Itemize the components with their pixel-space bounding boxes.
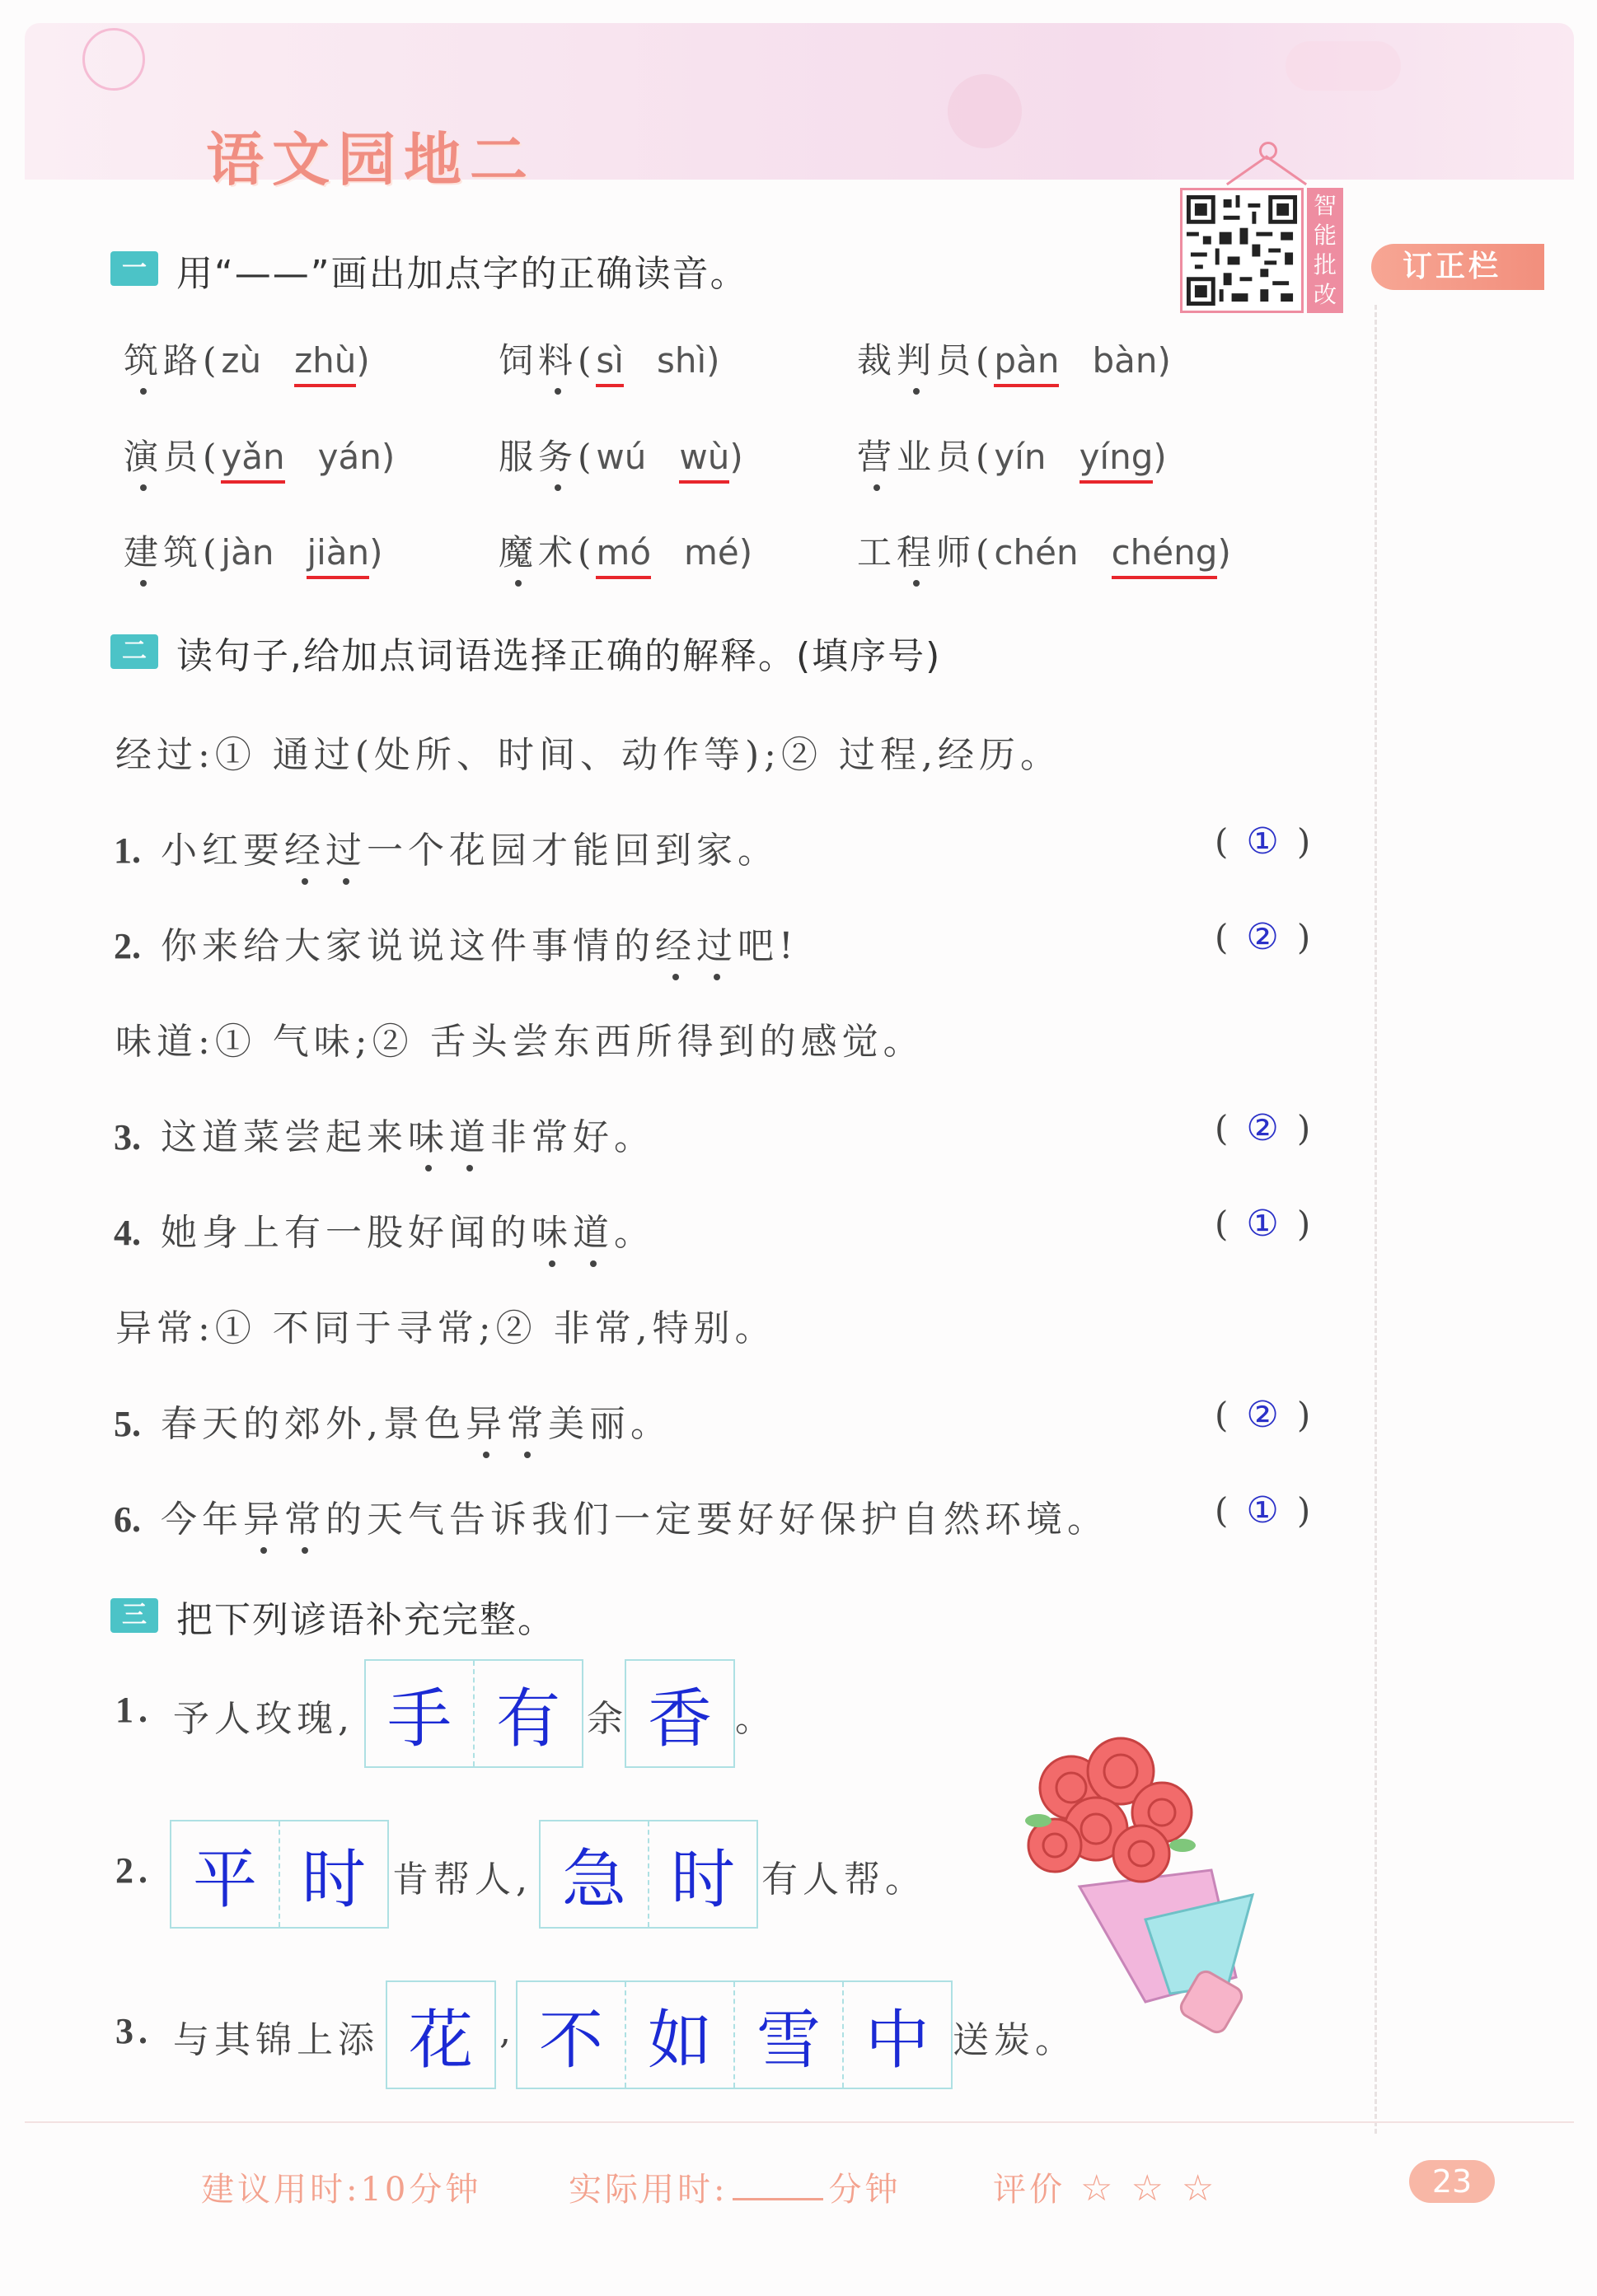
- pinyin-option[interactable]: wú: [596, 437, 647, 477]
- answer-box-cell[interactable]: 时: [670, 1843, 735, 1917]
- word-prefix: 工: [857, 532, 897, 573]
- answer-parens: [1215, 1394, 1310, 1436]
- close-paren: ): [1296, 821, 1311, 862]
- sentence-before: 今年: [161, 1499, 243, 1541]
- dotted-char: 常: [284, 1489, 325, 1542]
- dotted-char: 筑: [124, 334, 163, 383]
- dotted-char: 味: [408, 1107, 449, 1160]
- answer-box-group: [625, 1659, 735, 1768]
- dotted-char: 建: [124, 526, 163, 575]
- sentence-before: 你来给大家说说这件事情的: [161, 925, 655, 967]
- question-line: [114, 1489, 1108, 1542]
- section-number: 三: [110, 1598, 158, 1633]
- question-number: 6.: [114, 1499, 141, 1540]
- word-chars: [499, 532, 596, 573]
- answer-parens: [1215, 821, 1310, 863]
- actual-time-label: 实际用时:: [569, 2171, 728, 2209]
- dotted-char: 异: [243, 1489, 284, 1542]
- word-chars: [124, 340, 221, 381]
- pinyin-option[interactable]: mé: [684, 532, 739, 573]
- proverb-text: 有人帮。: [761, 1859, 926, 1901]
- rating-label: 评价: [993, 2171, 1065, 2209]
- dotted-char: 魔: [499, 526, 538, 575]
- answer-box-cell[interactable]: 香: [647, 1682, 712, 1756]
- pinyin-option-correct[interactable]: mó: [596, 532, 651, 579]
- dotted-char: 演: [124, 430, 163, 479]
- star-icon[interactable]: ☆: [1080, 2167, 1117, 2209]
- answer-box-group: [364, 1659, 583, 1768]
- word-suffix: (: [578, 437, 597, 477]
- dotted-word: [466, 1403, 548, 1445]
- question-number: 2.: [114, 926, 141, 966]
- word-suffix: (: [578, 340, 597, 381]
- section-number: 一: [110, 251, 158, 286]
- word-chars: [857, 340, 994, 381]
- page-number: 23: [1409, 2160, 1495, 2203]
- answer-box-cell[interactable]: 花: [408, 2004, 473, 2078]
- answer-box-cell[interactable]: 不: [518, 1982, 626, 2088]
- word-suffix: 师(: [936, 532, 995, 573]
- word-suffix: 路(: [163, 340, 222, 381]
- actual-time-unit: 分钟: [828, 2171, 902, 2209]
- sentence-after: 的天气告诉我们一定要好好保护自然环境。: [325, 1499, 1108, 1541]
- pinyin-option-correct[interactable]: chéng: [1112, 532, 1218, 579]
- word-suffix: 员(: [163, 437, 222, 477]
- dotted-char: 营: [857, 430, 897, 479]
- word-suffix: 筑(: [163, 532, 222, 573]
- sentence-before: 她身上有一股好闻的: [161, 1212, 532, 1254]
- qr-code-graphic: [1183, 190, 1301, 311]
- pinyin-option[interactable]: yín: [994, 437, 1047, 477]
- decorative-blob: [1286, 41, 1401, 91]
- section-number: 二: [110, 634, 158, 669]
- actual-time-blank[interactable]: [733, 2198, 823, 2200]
- open-paren: (: [1215, 1395, 1229, 1435]
- flower-bouquet-illustration: [1022, 1730, 1269, 2035]
- correction-column-divider: [1375, 305, 1377, 2134]
- word-suffix: 员(: [936, 340, 995, 381]
- dotted-char: 过: [696, 916, 738, 969]
- proverb-text: 送炭。: [953, 2019, 1076, 2061]
- dotted-char: 过: [325, 821, 367, 873]
- dotted-char: 道: [449, 1107, 490, 1160]
- answer-choice[interactable]: ②: [1246, 1107, 1279, 1149]
- question-number: 4.: [114, 1213, 141, 1253]
- star-icon[interactable]: ☆: [1131, 2167, 1167, 2209]
- decorative-circle: [82, 28, 145, 91]
- dotted-char: 道: [573, 1203, 614, 1256]
- pinyin-option-correct[interactable]: sì: [596, 340, 624, 387]
- answer-choice[interactable]: ①: [1246, 1489, 1279, 1531]
- qr-code-panel[interactable]: [1180, 188, 1345, 313]
- close-paren: ): [1296, 1204, 1311, 1244]
- pinyin-option-correct[interactable]: yíng: [1079, 437, 1154, 484]
- question-number: 3.: [115, 2011, 152, 2051]
- close-paren: ): [706, 340, 720, 381]
- dotted-char: 常: [507, 1394, 548, 1447]
- sentence-before: 春天的郊外,景色: [161, 1403, 466, 1445]
- sentence-before: 小红要: [161, 830, 284, 872]
- pinyin-item: [499, 526, 752, 575]
- close-paren: ): [1296, 1108, 1311, 1148]
- question-line: [114, 1203, 655, 1256]
- proverb-text: 肯帮人,: [392, 1859, 532, 1901]
- answer-box-cell[interactable]: 急: [541, 1821, 649, 1927]
- footer-rule: [25, 2121, 1574, 2123]
- answer-parens: [1215, 1203, 1310, 1245]
- proverb-text: 与其锦上添: [173, 2019, 379, 2061]
- section-title: 用“——”画出加点字的正确读音。: [176, 253, 748, 295]
- dotted-word: [243, 1499, 325, 1541]
- answer-box-group: [539, 1820, 758, 1929]
- dotted-word: [284, 830, 367, 872]
- answer-box-cell[interactable]: 时: [301, 1843, 366, 1917]
- dotted-char: 味: [532, 1203, 573, 1256]
- pinyin-item: [499, 430, 743, 479]
- definition-line: 味道:① 气味;② 舌头尝东西所得到的感觉。: [115, 1021, 925, 1063]
- pinyin-item: [124, 430, 395, 479]
- pinyin-option-correct[interactable]: jiàn: [307, 532, 369, 579]
- answer-choice[interactable]: ②: [1246, 1394, 1279, 1436]
- question-number: 3.: [114, 1117, 141, 1157]
- pinyin-option[interactable]: bàn: [1092, 340, 1158, 381]
- question-line: [114, 1107, 655, 1160]
- word-chars: [124, 437, 221, 477]
- definition-line: 异常:① 不同于寻常;② 非常,特别。: [115, 1307, 776, 1349]
- pinyin-item: [124, 526, 383, 575]
- sentence-after: 非常好。: [490, 1116, 655, 1158]
- proverb-text: ,: [499, 2010, 516, 2052]
- close-paren: ): [369, 532, 383, 573]
- pinyin-option-correct[interactable]: pàn: [994, 340, 1059, 387]
- star-icon[interactable]: ☆: [1181, 2167, 1218, 2209]
- pinyin-item: [857, 334, 1171, 383]
- pinyin-option[interactable]: shì: [656, 340, 707, 381]
- word-chars: [857, 437, 994, 477]
- dotted-char: 判: [897, 334, 936, 383]
- word-chars: [857, 532, 994, 573]
- answer-parens: [1215, 916, 1310, 958]
- answer-box-group: [170, 1820, 389, 1929]
- dotted-char: 务: [538, 430, 578, 479]
- dotted-char: 异: [466, 1394, 507, 1447]
- dotted-word: [655, 925, 738, 967]
- pinyin-option[interactable]: chén: [994, 532, 1079, 573]
- question-number: 5.: [114, 1404, 141, 1444]
- word-suffix: 业员(: [897, 437, 995, 477]
- close-paren: ): [1217, 532, 1231, 573]
- suggested-time: 建议用时:10分钟: [201, 2171, 482, 2209]
- close-paren: ): [1296, 1490, 1311, 1531]
- definition-line: 经过:① 通过(处所、时间、动作等);② 过程,经历。: [115, 734, 1061, 776]
- pinyin-option[interactable]: zù: [221, 340, 262, 381]
- word-prefix: 饲: [499, 340, 539, 381]
- close-paren: ): [1153, 437, 1167, 477]
- close-paren: ): [381, 437, 396, 477]
- pinyin-item: [124, 334, 370, 383]
- dotted-word: [408, 1116, 490, 1158]
- dotted-char: 经: [284, 821, 325, 873]
- close-paren: ): [729, 437, 743, 477]
- sentence-after: 。: [614, 1212, 655, 1254]
- close-paren: ): [738, 532, 753, 573]
- sentence-after: 美丽。: [548, 1403, 672, 1445]
- word-chars: [499, 340, 596, 381]
- section-title: 读句子,给加点词语选择正确的解释。(填序号): [176, 635, 942, 677]
- page-title: 语文园地二: [206, 126, 536, 194]
- sentence-after: 一个花园才能回到家。: [367, 830, 779, 872]
- question-number: 1.: [114, 830, 141, 871]
- rating: [993, 2163, 1217, 2210]
- answer-parens: [1215, 1489, 1310, 1531]
- question-number: 2.: [115, 1850, 152, 1891]
- question-line: [114, 1394, 672, 1447]
- open-paren: (: [1215, 1204, 1229, 1244]
- answer-box-cell[interactable]: 有: [495, 1682, 560, 1756]
- close-paren: ): [1296, 917, 1311, 957]
- qr-code-icon[interactable]: [1180, 188, 1304, 313]
- pinyin-option-correct[interactable]: yǎn: [221, 437, 284, 484]
- qr-label: 智能批改: [1307, 188, 1343, 313]
- question-line: [114, 916, 798, 969]
- dotted-word: [532, 1212, 614, 1254]
- question-line: [114, 821, 779, 873]
- answer-box-cell[interactable]: 平: [171, 1821, 280, 1927]
- sentence-before: 这道菜尝起来: [161, 1116, 408, 1158]
- pinyin-item: [499, 334, 720, 383]
- pinyin-item: [857, 526, 1231, 575]
- proverb-text: 余: [587, 1698, 628, 1740]
- answer-box-cell[interactable]: 中: [864, 2004, 930, 2078]
- answer-choice[interactable]: ①: [1246, 1203, 1279, 1245]
- pinyin-option[interactable]: jàn: [221, 532, 274, 573]
- dotted-char: 程: [897, 526, 936, 575]
- pinyin-option-correct[interactable]: zhù: [294, 340, 356, 387]
- sentence-after: 吧!: [738, 925, 798, 967]
- close-paren: ): [1157, 340, 1171, 381]
- pinyin-option[interactable]: yán: [317, 437, 382, 477]
- word-suffix: 术(: [538, 532, 597, 573]
- open-paren: (: [1215, 1108, 1229, 1148]
- answer-choice[interactable]: ②: [1246, 916, 1279, 958]
- answer-parens: [1215, 1107, 1310, 1149]
- answer-choice[interactable]: ①: [1246, 821, 1279, 863]
- answer-box-group: [516, 1980, 953, 2089]
- actual-time: [569, 2163, 901, 2210]
- close-paren: ): [1296, 1395, 1311, 1435]
- open-paren: (: [1215, 821, 1229, 862]
- section-title: 把下列谚语补充完整。: [176, 1599, 555, 1641]
- proverb-text: 予人玫瑰,: [173, 1698, 354, 1740]
- word-chars: [499, 437, 596, 477]
- open-paren: (: [1215, 917, 1229, 957]
- answer-box-cell[interactable]: 手: [366, 1661, 475, 1766]
- proverb-text: 。: [735, 1698, 776, 1740]
- open-paren: (: [1215, 1490, 1229, 1531]
- answer-box-group: [386, 1980, 496, 2089]
- close-paren: ): [356, 340, 370, 381]
- decorative-circle: [948, 74, 1022, 148]
- question-number: 1.: [115, 1690, 152, 1730]
- dotted-char: 料: [538, 334, 578, 383]
- pinyin-item: [857, 430, 1167, 479]
- answer-box-cell[interactable]: 如: [626, 1982, 735, 2088]
- word-chars: [124, 532, 221, 573]
- word-prefix: 服: [499, 437, 539, 477]
- word-prefix: 裁: [857, 340, 897, 381]
- dotted-char: 经: [655, 916, 696, 969]
- correction-column-tab: 订正栏: [1371, 244, 1544, 290]
- pinyin-option-correct[interactable]: wù: [679, 437, 729, 484]
- answer-box-cell[interactable]: 雪: [735, 1982, 844, 2088]
